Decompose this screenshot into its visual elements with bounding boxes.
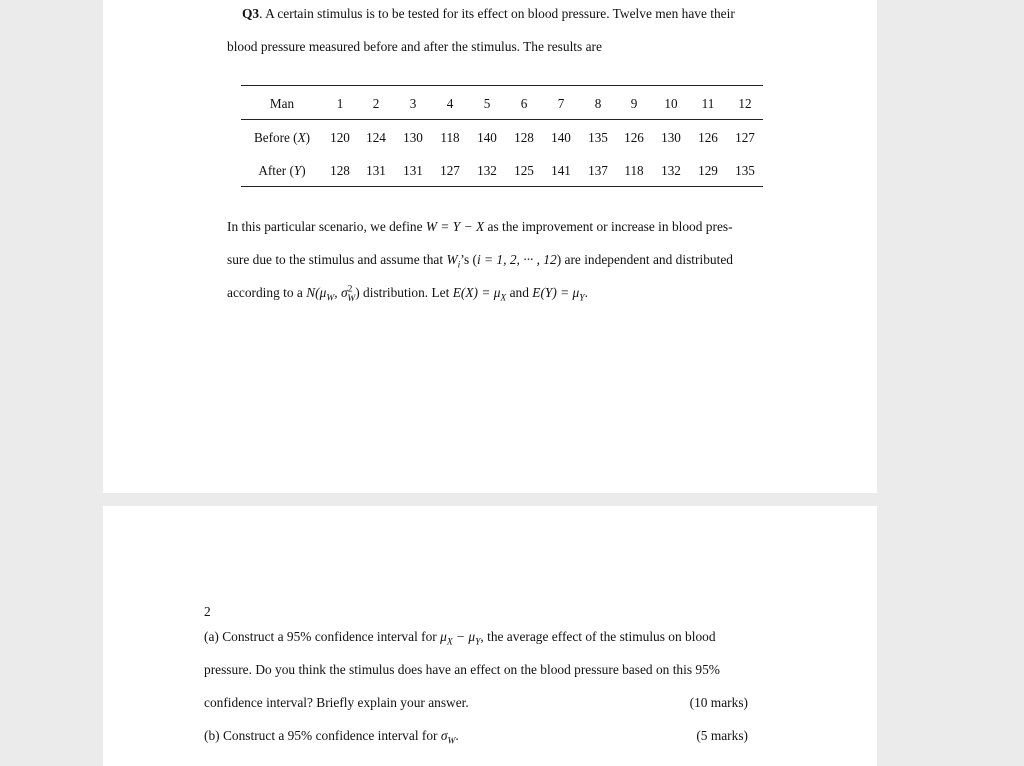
part-a-marks: (10 marks): [689, 695, 748, 710]
man-5: 5: [483, 96, 491, 111]
page-2: [103, 506, 877, 766]
before-11: 126: [698, 130, 718, 145]
man-2: 2: [372, 96, 380, 111]
after-7: 141: [551, 163, 571, 178]
after-2: 131: [366, 163, 386, 178]
page-number: 2: [204, 604, 211, 619]
man-1: 1: [336, 96, 344, 111]
after-9: 118: [624, 163, 644, 178]
before-2: 124: [366, 130, 386, 145]
man-12: 12: [738, 96, 752, 111]
part-a-line-1: (a) Construct a 95% confidence interval for $\mu_X - \mu_Y$, the average effect of the stimulus on blood: [204, 629, 716, 648]
part-a-line-2: pressure. Do you think the stimulus does have an effect on the blood pressure based on this 95%: [204, 662, 720, 677]
after-10: 132: [661, 163, 681, 178]
after-11: 129: [698, 163, 718, 178]
before-3: 130: [403, 130, 423, 145]
part-a-line-3: confidence interval? Briefly explain your answer.: [204, 695, 469, 710]
row-label-after: After (Y): [258, 163, 306, 178]
question-number: Q3: [242, 6, 260, 21]
after-6: 125: [514, 163, 534, 178]
man-4: 4: [446, 96, 454, 111]
before-7: 140: [551, 130, 571, 145]
table-header-row: [241, 86, 763, 120]
before-9: 126: [624, 130, 644, 145]
after-12: 135: [735, 163, 755, 178]
before-10: 130: [661, 130, 681, 145]
man-6: 6: [520, 96, 528, 111]
scenario-line-1: In this particular scenario, we define W = Y − X as the improvement or increase in blood pres-: [227, 219, 733, 234]
part-b-line: (b) Construct a 95% confidence interval for $\sigma_W$.: [204, 728, 459, 747]
before-4: 118: [440, 130, 460, 145]
part-b-marks: (5 marks): [696, 728, 748, 743]
question-line-2: blood pressure measured before and after the stimulus. The results are: [227, 39, 602, 54]
after-5: 132: [477, 163, 497, 178]
before-1: 120: [330, 130, 350, 145]
before-6: 128: [514, 130, 534, 145]
header-man: Man: [269, 96, 295, 111]
table-row-before: [241, 120, 763, 153]
man-9: 9: [630, 96, 638, 111]
after-8: 137: [588, 163, 608, 178]
row-label-before: Before (X): [253, 130, 311, 145]
scenario-line-3: according to a $N(\mu_W$, $\sigma^2_W$) distribution. Let $E(X) = \mu_X$ and $E(Y) = \mu_Y$.: [227, 284, 588, 304]
question-line-1: Q3. A certain stimulus is to be tested for its effect on blood pressure. Twelve men have their: [242, 6, 735, 21]
after-3: 131: [403, 163, 423, 178]
before-8: 135: [588, 130, 608, 145]
man-10: 10: [664, 96, 678, 111]
man-8: 8: [594, 96, 602, 111]
after-1: 128: [330, 163, 350, 178]
before-12: 127: [735, 130, 755, 145]
man-3: 3: [409, 96, 417, 111]
man-11: 11: [701, 96, 715, 111]
scenario-line-2: sure due to the stimulus and assume that $W_i’s$ (i = 1, 2, ··· , 12) are independent and distributed: [227, 252, 733, 271]
page-1: [103, 0, 877, 493]
table-row-after: [241, 153, 763, 186]
before-5: 140: [477, 130, 497, 145]
after-4: 127: [440, 163, 460, 178]
blood-pressure-table: [241, 85, 763, 187]
man-7: 7: [557, 96, 565, 111]
